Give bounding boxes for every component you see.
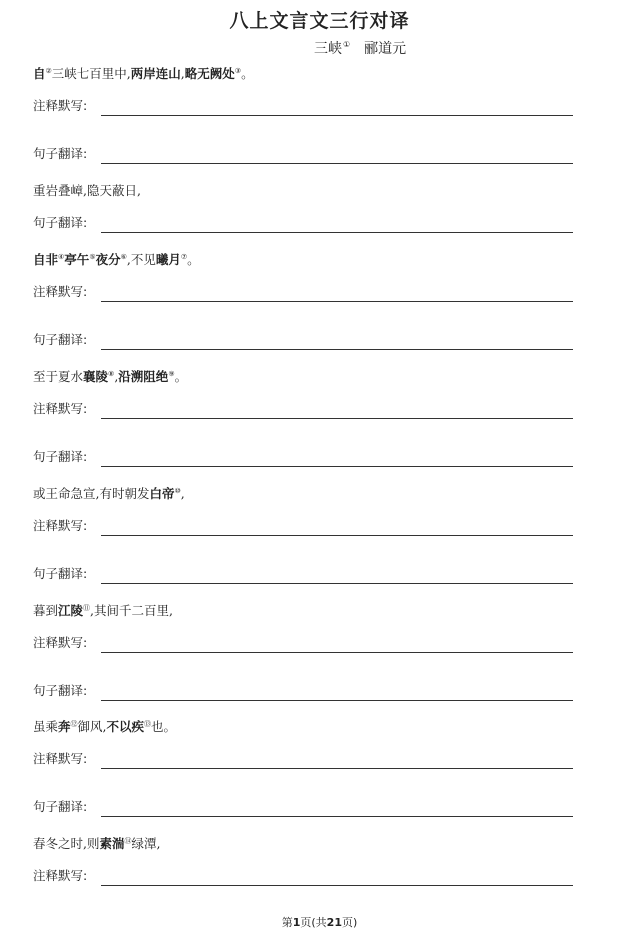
answer-line[interactable] xyxy=(101,871,573,886)
translate-field-6[interactable] xyxy=(33,681,573,701)
note-label: 注释默写: xyxy=(33,98,88,113)
source-text-6 xyxy=(33,601,573,621)
text-run: , xyxy=(114,369,119,384)
note-field-5[interactable] xyxy=(33,516,573,536)
translate-label: 句子翻译: xyxy=(33,215,88,230)
keyword: 两岸连山 xyxy=(130,66,181,81)
note-field-3[interactable] xyxy=(33,282,573,302)
footnote-mark: ⑫ xyxy=(70,720,78,728)
note-field-8[interactable] xyxy=(33,866,573,886)
answer-line[interactable] xyxy=(101,287,573,302)
keyword: 自非 xyxy=(33,252,59,267)
text-run: 。 xyxy=(174,369,188,384)
note-label: 注释默写: xyxy=(33,518,88,533)
section-8 xyxy=(33,834,573,886)
text-run: 重岩叠嶂,隐天蔽日, xyxy=(33,183,141,198)
answer-line[interactable] xyxy=(101,101,573,116)
footer-suffix: 页) xyxy=(341,916,358,929)
page-total: 21 xyxy=(326,916,342,929)
keyword: 曦月 xyxy=(155,252,181,267)
answer-line[interactable] xyxy=(101,638,573,653)
translate-label: 句子翻译: xyxy=(33,566,88,581)
section-2 xyxy=(33,181,573,233)
page-footer xyxy=(0,914,639,930)
source-text-2 xyxy=(33,181,573,201)
text-run: 春冬之时,则 xyxy=(33,836,100,851)
footnote-mark: ⑪ xyxy=(83,604,91,612)
text-run: , xyxy=(180,486,185,501)
answer-line[interactable] xyxy=(101,521,573,536)
translate-field-4[interactable] xyxy=(33,447,573,467)
section-1 xyxy=(33,64,573,164)
section-5 xyxy=(33,484,573,584)
text-run: ,其间千二百里, xyxy=(90,603,173,618)
source-text-8 xyxy=(33,834,573,854)
translate-field-2[interactable] xyxy=(33,213,573,233)
note-field-7[interactable] xyxy=(33,749,573,769)
note-label: 注释默写: xyxy=(33,284,88,299)
source-text-7 xyxy=(33,717,573,737)
translate-field-7[interactable] xyxy=(33,797,573,817)
answer-line[interactable] xyxy=(101,149,573,164)
translate-label: 句子翻译: xyxy=(33,449,88,464)
author: 郦道元 xyxy=(364,41,407,57)
source-text-5 xyxy=(33,484,573,504)
answer-line[interactable] xyxy=(101,569,573,584)
footnote-mark: ③ xyxy=(234,67,242,75)
note-field-1[interactable] xyxy=(33,96,573,116)
keyword: 亭午 xyxy=(64,252,90,267)
text-run: 。 xyxy=(187,252,200,267)
footnote-mark: ⑦ xyxy=(180,253,188,261)
text-run: 御风, xyxy=(77,719,107,734)
text-run: 暮到 xyxy=(33,603,59,618)
keyword: 奔 xyxy=(58,719,71,734)
footnote-mark: ⑧ xyxy=(108,370,115,378)
keyword: 夜分 xyxy=(95,252,121,267)
footnote-mark: ① xyxy=(343,40,351,50)
translate-label: 句子翻译: xyxy=(33,683,88,698)
text-run: 虽乘 xyxy=(33,719,59,734)
answer-line[interactable] xyxy=(101,218,573,233)
text-run: 绿潭, xyxy=(131,836,161,851)
answer-line[interactable] xyxy=(101,335,573,350)
footnote-mark: ⑭ xyxy=(124,837,132,845)
text-run: , xyxy=(180,66,185,81)
page-title: 八上文言文三行对译 xyxy=(229,10,410,32)
footnote-mark: ⑩ xyxy=(174,487,181,495)
text-run: 。 xyxy=(241,66,254,81)
note-label: 注释默写: xyxy=(33,751,88,766)
note-label: 注释默写: xyxy=(33,401,88,416)
keyword: 素湍 xyxy=(99,836,125,851)
keyword: 不以疾 xyxy=(106,719,145,734)
subtitle xyxy=(314,38,406,58)
answer-line[interactable] xyxy=(101,404,573,419)
note-field-6[interactable] xyxy=(33,633,573,653)
translate-field-3[interactable] xyxy=(33,330,573,350)
section-7 xyxy=(33,717,573,817)
footnote-mark: ⑬ xyxy=(144,720,152,728)
translate-field-1[interactable] xyxy=(33,144,573,164)
text-run: 也。 xyxy=(151,719,177,734)
source-text-4 xyxy=(33,367,573,387)
footer-mid: 页(共 xyxy=(300,916,327,929)
footnote-mark: ⑨ xyxy=(168,370,175,378)
keyword: 自 xyxy=(33,66,46,81)
footnote-mark: ② xyxy=(45,67,52,75)
translate-field-5[interactable] xyxy=(33,564,573,584)
text-run: ,不见 xyxy=(126,252,156,267)
source-text-3 xyxy=(33,250,573,270)
page-number: 1 xyxy=(292,916,301,929)
footer-prefix: 第 xyxy=(281,916,293,929)
footnote-mark: ⑥ xyxy=(120,253,127,261)
keyword: 江陵 xyxy=(58,603,84,618)
keyword: 沿溯阻绝 xyxy=(118,369,169,384)
text-run: 至于夏水 xyxy=(33,369,84,384)
keyword: 襄陵 xyxy=(83,369,109,384)
footnote-mark: ⑤ xyxy=(89,253,96,261)
answer-line[interactable] xyxy=(101,686,573,701)
footnote-mark: ④ xyxy=(58,253,65,261)
note-label: 注释默写: xyxy=(33,868,88,883)
translate-label: 句子翻译: xyxy=(33,799,88,814)
section-3 xyxy=(33,250,573,350)
work-title: 三峡 xyxy=(314,41,342,57)
section-4 xyxy=(33,367,573,467)
answer-line[interactable] xyxy=(101,452,573,467)
answer-line[interactable] xyxy=(101,802,573,817)
text-run: 三峡七百里中, xyxy=(51,66,131,81)
source-text-1 xyxy=(33,64,573,84)
section-6 xyxy=(33,601,573,701)
text-run: 或王命急宣,有时朝发 xyxy=(33,486,150,501)
keyword: 白帝 xyxy=(149,486,175,501)
answer-line[interactable] xyxy=(101,754,573,769)
translate-label: 句子翻译: xyxy=(33,332,88,347)
keyword: 略无阙处 xyxy=(184,66,235,81)
note-field-4[interactable] xyxy=(33,399,573,419)
translate-label: 句子翻译: xyxy=(33,146,88,161)
note-label: 注释默写: xyxy=(33,635,88,650)
